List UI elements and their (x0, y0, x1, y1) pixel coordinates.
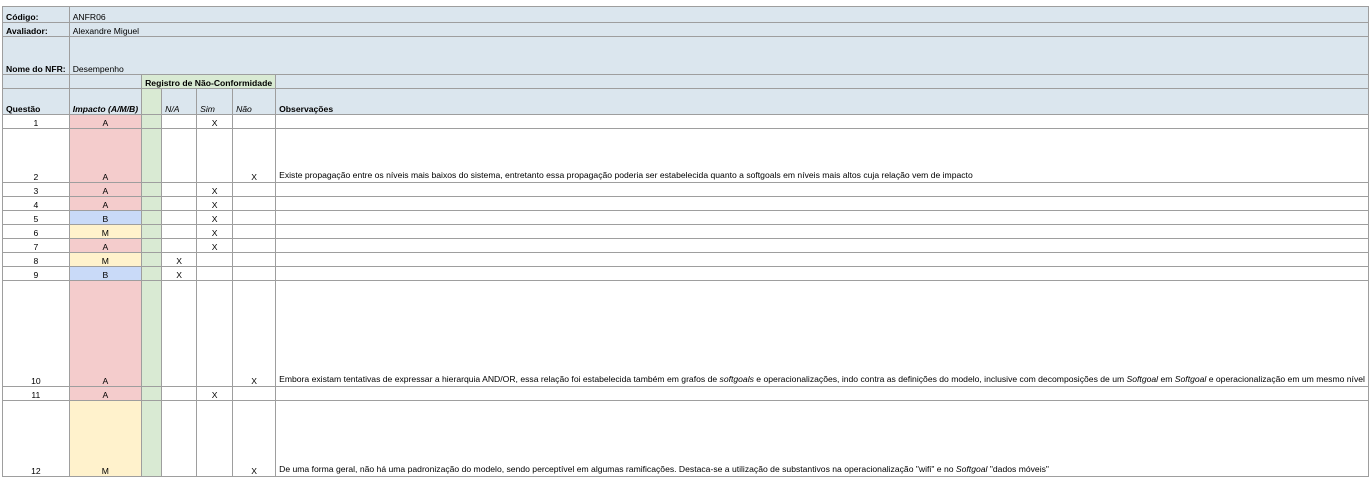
registro-spacer-cell[interactable] (142, 387, 162, 401)
softgoal-term: Softgoal (1174, 374, 1207, 385)
table-row (3, 267, 1369, 281)
questao-cell[interactable]: 9 (3, 267, 70, 281)
observacoes-cell[interactable] (276, 387, 1369, 401)
column-header-row (3, 89, 1369, 115)
header-nao[interactable]: Não (233, 89, 276, 115)
observacoes-cell[interactable] (276, 211, 1369, 225)
observation-text: De uma forma geral, não há uma padronização do modelo, sendo perceptível em algumas ramificações. Destaca-se a utilização de substantivos na operacionalização "wifi" e no (279, 464, 956, 475)
na-cell[interactable] (162, 183, 197, 197)
blank-cell[interactable] (69, 75, 141, 89)
observacoes-cell[interactable] (276, 253, 1369, 267)
na-cell[interactable]: X (162, 253, 197, 267)
na-cell[interactable] (162, 401, 197, 477)
na-cell[interactable] (162, 197, 197, 211)
table-row (3, 115, 1369, 129)
questao-cell[interactable]: 5 (3, 211, 70, 225)
table-row (3, 387, 1369, 401)
questao-cell[interactable]: 8 (3, 253, 70, 267)
registro-spacer-cell[interactable] (142, 225, 162, 239)
observation-text: e operacionalização em um mesmo nível (1206, 374, 1365, 385)
registro-spacer-cell[interactable] (142, 115, 162, 129)
sim-cell[interactable]: X (197, 211, 233, 225)
questao-cell[interactable]: 6 (3, 225, 70, 239)
registro-spacer-cell[interactable] (142, 239, 162, 253)
avaliador-value[interactable]: Alexandre Miguel (69, 23, 1368, 37)
registro-spacer-cell[interactable] (142, 401, 162, 477)
table-row (3, 197, 1369, 211)
blank-cell[interactable] (276, 75, 1369, 89)
impacto-cell[interactable]: A (69, 183, 141, 197)
codigo-row (3, 7, 1369, 23)
sim-cell[interactable]: X (197, 115, 233, 129)
observacoes-cell[interactable]: Existe propagação entre os níveis mais baixos do sistema, entretanto essa propagação poderia ser estabelecida quanto a softgoals em níveis mais altos cuja relação vem de impacto (276, 129, 1369, 183)
questao-cell[interactable]: 4 (3, 197, 70, 211)
observacoes-cell[interactable] (276, 183, 1369, 197)
impacto-cell[interactable]: B (69, 267, 141, 281)
observation-text: em (1158, 374, 1175, 385)
sim-cell[interactable]: X (197, 387, 233, 401)
impacto-cell[interactable]: A (69, 281, 141, 387)
impacto-cell[interactable]: B (69, 211, 141, 225)
table-row (3, 239, 1369, 253)
header-spacer[interactable] (142, 89, 162, 115)
table-row (3, 225, 1369, 239)
na-cell[interactable] (162, 239, 197, 253)
impacto-cell[interactable]: M (69, 253, 141, 267)
sim-cell[interactable] (197, 253, 233, 267)
nao-cell[interactable] (233, 253, 276, 267)
impacto-cell[interactable]: A (69, 115, 141, 129)
table-row (3, 129, 1369, 183)
sim-cell[interactable]: X (197, 225, 233, 239)
impacto-cell[interactable]: A (69, 387, 141, 401)
nfr-label[interactable]: Nome do NFR: (3, 37, 70, 75)
registro-spacer-cell[interactable] (142, 281, 162, 387)
avaliador-row (3, 23, 1369, 37)
observacoes-cell[interactable] (276, 281, 1369, 387)
registro-spacer-cell[interactable] (142, 267, 162, 281)
sim-cell[interactable]: X (197, 183, 233, 197)
na-cell[interactable] (162, 281, 197, 387)
table-row (3, 211, 1369, 225)
observacoes-cell[interactable] (276, 267, 1369, 281)
header-observacoes[interactable]: Observações (276, 89, 1369, 115)
nao-cell[interactable]: X (233, 129, 276, 183)
nao-cell[interactable] (233, 183, 276, 197)
impacto-cell[interactable]: M (69, 225, 141, 239)
na-cell[interactable] (162, 211, 197, 225)
observacoes-cell[interactable] (276, 239, 1369, 253)
table-row (3, 253, 1369, 267)
observacoes-cell[interactable] (276, 197, 1369, 211)
registro-spacer-cell[interactable] (142, 197, 162, 211)
nao-cell[interactable] (233, 197, 276, 211)
nfr-evaluation-sheet (2, 6, 1369, 477)
na-cell[interactable] (162, 387, 197, 401)
registro-spacer-cell[interactable] (142, 183, 162, 197)
na-cell[interactable] (162, 225, 197, 239)
codigo-label[interactable]: Código: (3, 7, 70, 23)
nao-cell[interactable] (233, 267, 276, 281)
registro-spacer-cell[interactable] (142, 253, 162, 267)
observacoes-cell[interactable] (276, 401, 1369, 477)
impacto-cell[interactable]: A (69, 239, 141, 253)
nfr-row (3, 37, 1369, 75)
nao-cell[interactable] (233, 239, 276, 253)
na-cell[interactable]: X (162, 267, 197, 281)
questao-cell[interactable]: 11 (3, 387, 70, 401)
registro-spacer-cell[interactable] (142, 211, 162, 225)
questao-cell[interactable]: 12 (3, 401, 70, 477)
observation-text: "dados móveis" (987, 464, 1049, 475)
nao-cell[interactable]: X (233, 281, 276, 387)
nfr-value[interactable]: Desempenho (69, 37, 1368, 75)
avaliador-label[interactable]: Avaliador: (3, 23, 70, 37)
observation-text: Embora existam tentativas de expressar a hierarquia AND/OR, essa relação foi estabelecida também em grafos de (279, 374, 720, 385)
softgoal-term: Softgoal (955, 464, 988, 475)
sim-cell[interactable] (197, 281, 233, 387)
table-row (3, 281, 1369, 387)
registro-title[interactable]: Registro de Não-Conformidade (142, 75, 276, 89)
softgoal-term: softgoals (719, 374, 754, 385)
header-questao[interactable]: Questão (3, 89, 70, 115)
header-sim[interactable]: Sim (197, 89, 233, 115)
question-rows (3, 115, 1369, 477)
impacto-cell[interactable]: M (69, 401, 141, 477)
observacoes-cell[interactable] (276, 225, 1369, 239)
nao-cell[interactable]: X (233, 401, 276, 477)
na-cell[interactable] (162, 129, 197, 183)
observacoes-cell[interactable] (276, 115, 1369, 129)
table-row (3, 183, 1369, 197)
questao-cell[interactable]: 10 (3, 281, 70, 387)
questao-cell[interactable]: 3 (3, 183, 70, 197)
header-impacto[interactable]: Impacto (A/M/B) (69, 89, 141, 115)
registro-spacer-cell[interactable] (142, 129, 162, 183)
softgoal-term: Softgoal (1126, 374, 1159, 385)
blank-cell[interactable] (3, 75, 70, 89)
nao-cell[interactable] (233, 115, 276, 129)
impacto-cell[interactable]: A (69, 129, 141, 183)
impacto-cell[interactable]: A (69, 197, 141, 211)
codigo-value[interactable]: ANFR06 (69, 7, 1368, 23)
sim-cell[interactable] (197, 401, 233, 477)
sim-cell[interactable]: X (197, 239, 233, 253)
header-na[interactable]: N/A (162, 89, 197, 115)
nao-cell[interactable] (233, 225, 276, 239)
observation-text: e operacionalizações, indo contra as definições do modelo, inclusive com decomposições de um (753, 374, 1127, 385)
table-row (3, 401, 1369, 477)
questao-cell[interactable]: 1 (3, 115, 70, 129)
sim-cell[interactable] (197, 267, 233, 281)
questao-cell[interactable]: 2 (3, 129, 70, 183)
sim-cell[interactable]: X (197, 197, 233, 211)
nao-cell[interactable] (233, 387, 276, 401)
sim-cell[interactable] (197, 129, 233, 183)
questao-cell[interactable]: 7 (3, 239, 70, 253)
nao-cell[interactable] (233, 211, 276, 225)
na-cell[interactable] (162, 115, 197, 129)
registro-title-row (3, 75, 1369, 89)
